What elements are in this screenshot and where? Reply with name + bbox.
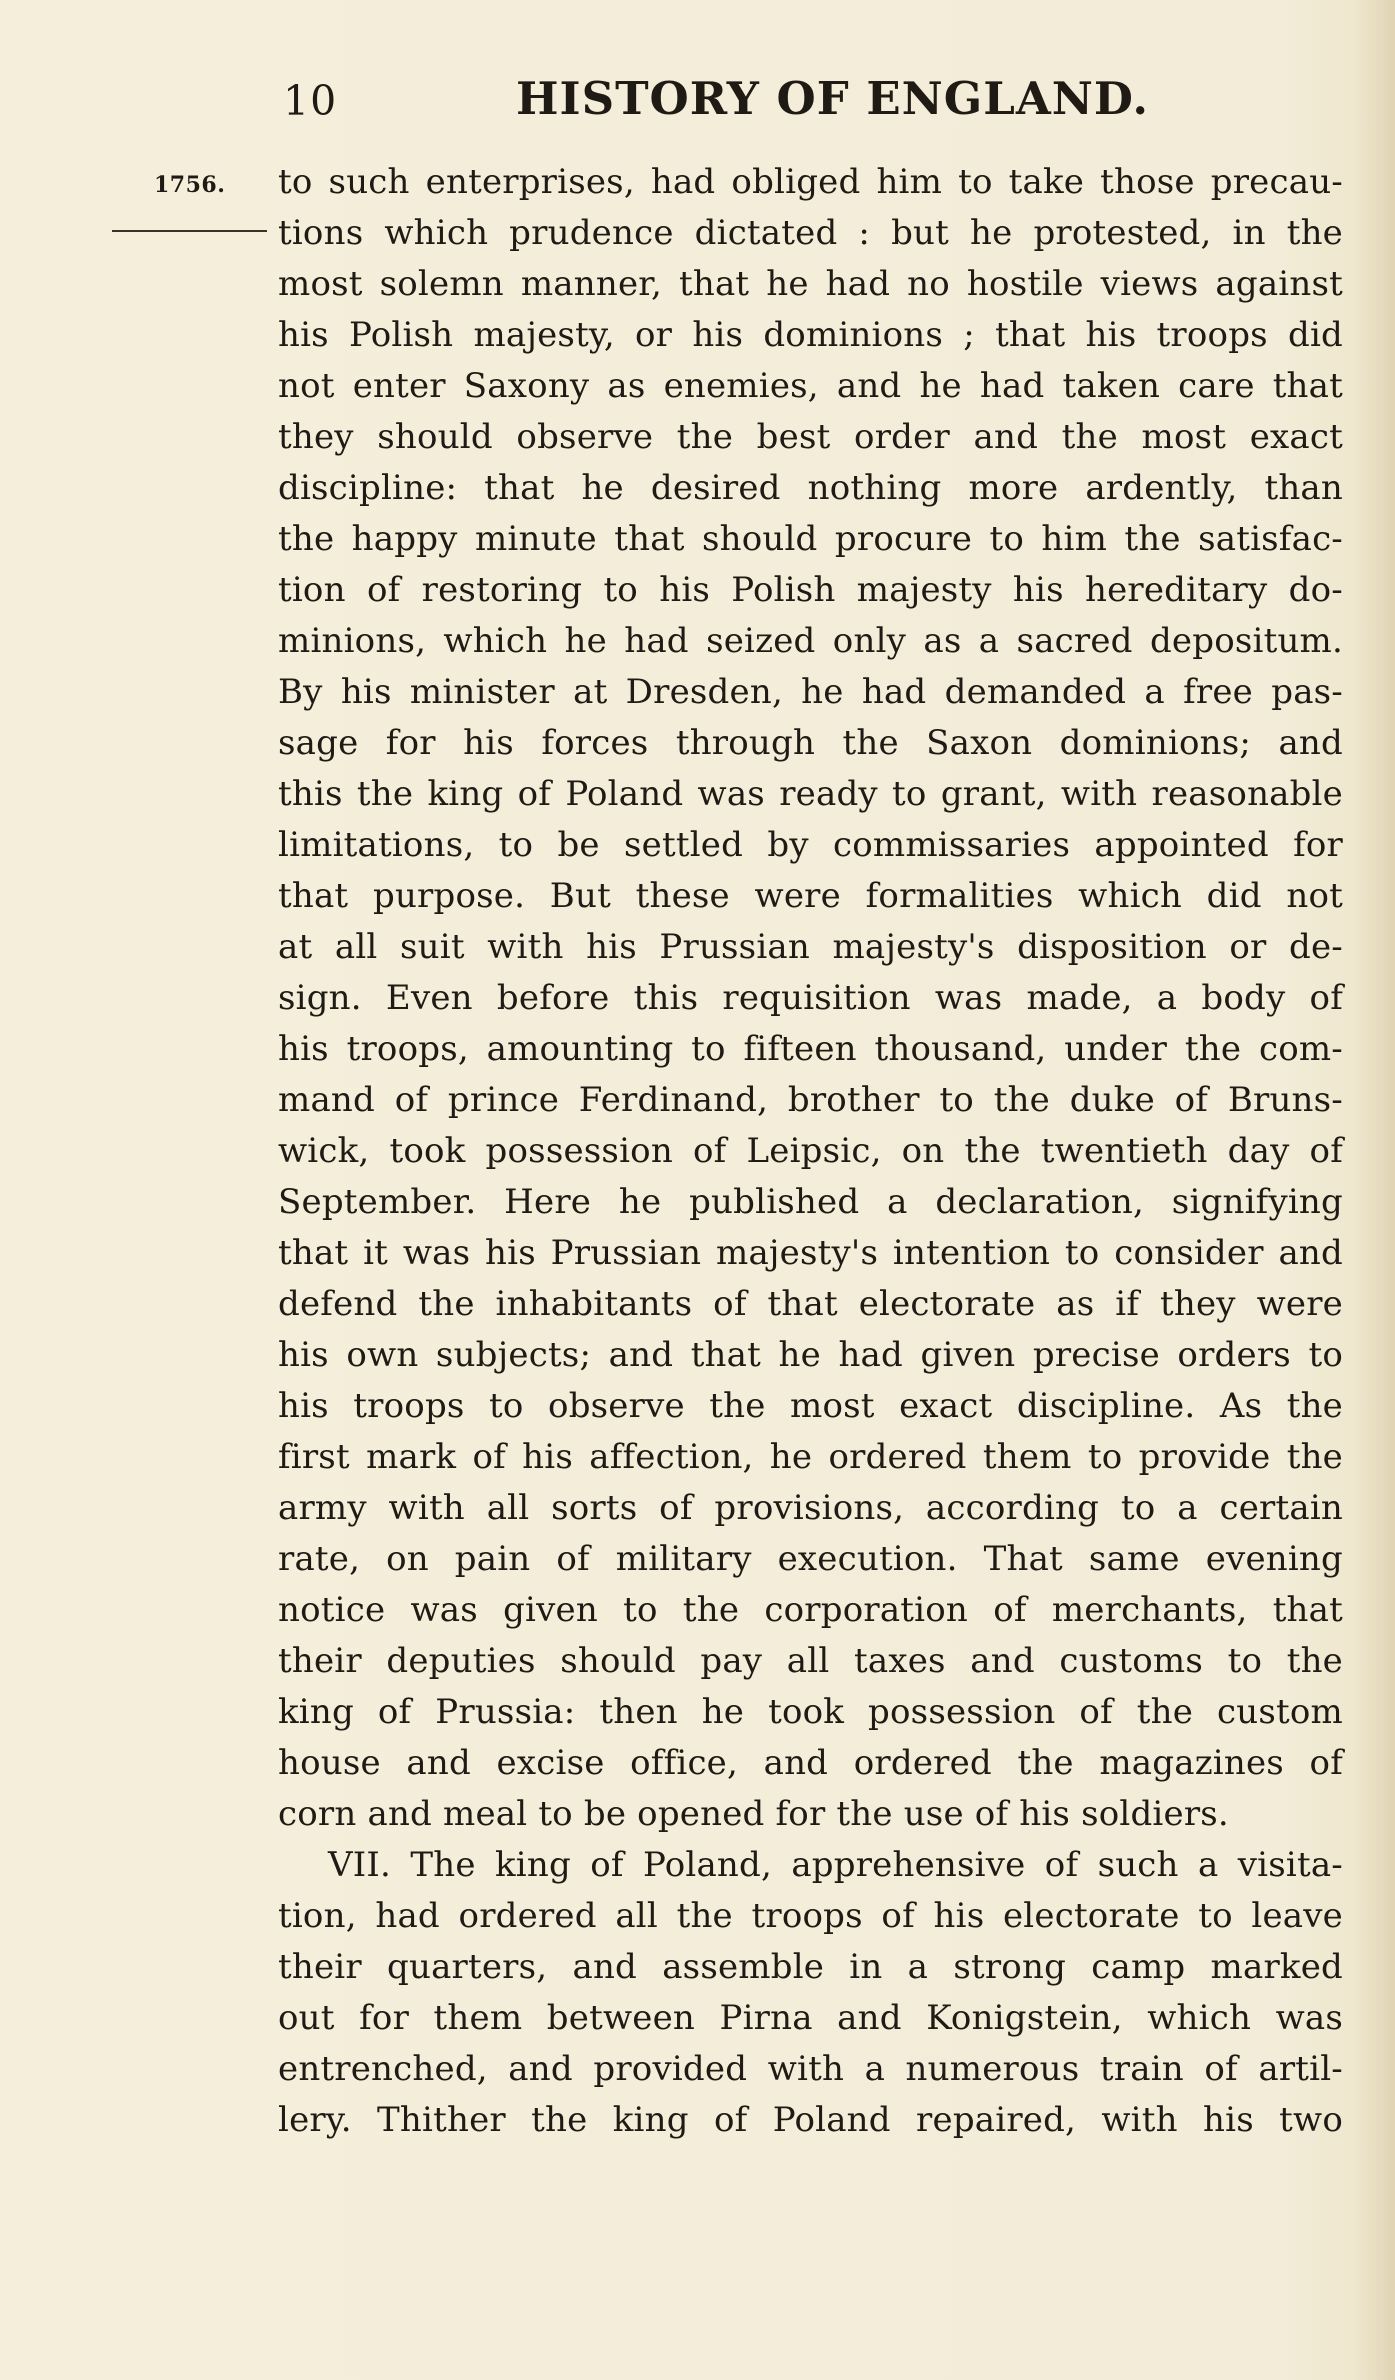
text-line: tion, had ordered all the troops of his electorate to leave xyxy=(278,1896,1343,1936)
text-line: mand of prince Ferdinand, brother to the duke of Bruns- xyxy=(278,1080,1343,1120)
text-line: tion of restoring to his Polish majesty his hereditary do- xyxy=(278,570,1343,610)
text-line: tions which prudence dictated : but he protested, in the xyxy=(278,213,1343,253)
text-line: most solemn manner, that he had no hostile views against xyxy=(278,264,1343,304)
text-line: to such enterprises, had obliged him to take those precau- xyxy=(278,162,1343,202)
text-line: entrenched, and provided with a numerous train of artil- xyxy=(278,2049,1343,2089)
text-line: first mark of his affection, he ordered them to provide the xyxy=(278,1437,1343,1477)
text-line: lery. Thither the king of Poland repaired, with his two xyxy=(278,2100,1343,2140)
text-line: discipline: that he desired nothing more ardently, than xyxy=(278,468,1343,508)
text-line: out for them between Pirna and Konigstein, which was xyxy=(278,1998,1343,2038)
text-line: minions, which he had seized only as a sacred depositum. xyxy=(278,621,1343,661)
running-title: HISTORY OF ENGLAND. xyxy=(516,72,1150,125)
text-line: corn and meal to be opened for the use of his soldiers. xyxy=(278,1794,1229,1834)
page-edge-shadow xyxy=(1355,0,1395,2380)
section-start-line: VII. The king of Poland, apprehensive of such a visita- xyxy=(328,1845,1343,1885)
text-line: notice was given to the corporation of merchants, that xyxy=(278,1590,1343,1630)
text-line: their deputies should pay all taxes and customs to the xyxy=(278,1641,1343,1681)
text-line: king of Prussia: then he took possession of the custom xyxy=(278,1692,1343,1732)
text-line: his troops to observe the most exact discipline. As the xyxy=(278,1386,1343,1426)
margin-rule xyxy=(112,230,267,232)
text-line: that it was his Prussian majesty's intention to consider and xyxy=(278,1233,1343,1273)
text-line: September. Here he published a declaration, signifying xyxy=(278,1182,1343,1222)
text-line: not enter Saxony as enemies, and he had taken care that xyxy=(278,366,1343,406)
text-line: sign. Even before this requisition was made, a body of xyxy=(278,978,1343,1018)
text-line: the happy minute that should procure to him the satisfac- xyxy=(278,519,1343,559)
margin-year-note: 1756. xyxy=(154,172,226,198)
text-line: house and excise office, and ordered the magazines of xyxy=(278,1743,1343,1783)
text-line: defend the inhabitants of that electorate as if they were xyxy=(278,1284,1343,1324)
text-line: By his minister at Dresden, he had demanded a free pas- xyxy=(278,672,1343,712)
page-number: 10 xyxy=(283,77,338,125)
text-line: at all suit with his Prussian majesty's disposition or de- xyxy=(278,927,1343,967)
text-line: sage for his forces through the Saxon dominions; and xyxy=(278,723,1343,763)
text-line: wick, took possession of Leipsic, on the twentieth day of xyxy=(278,1131,1343,1171)
text-line: that purpose. But these were formalities which did not xyxy=(278,876,1343,916)
text-line: limitations, to be settled by commissaries appointed for xyxy=(278,825,1343,865)
text-line: rate, on pain of military execution. That same evening xyxy=(278,1539,1343,1579)
text-line: his Polish majesty, or his dominions ; that his troops did xyxy=(278,315,1343,355)
text-line: his own subjects; and that he had given precise orders to xyxy=(278,1335,1343,1375)
text-line: their quarters, and assemble in a strong camp marked xyxy=(278,1947,1343,1987)
text-line: they should observe the best order and the most exact xyxy=(278,417,1343,457)
text-line: army with all sorts of provisions, according to a certain xyxy=(278,1488,1343,1528)
text-line: his troops, amounting to fifteen thousand, under the com- xyxy=(278,1029,1343,1069)
body-text xyxy=(278,157,1343,2146)
text-line: this the king of Poland was ready to grant, with reasonable xyxy=(278,774,1343,814)
